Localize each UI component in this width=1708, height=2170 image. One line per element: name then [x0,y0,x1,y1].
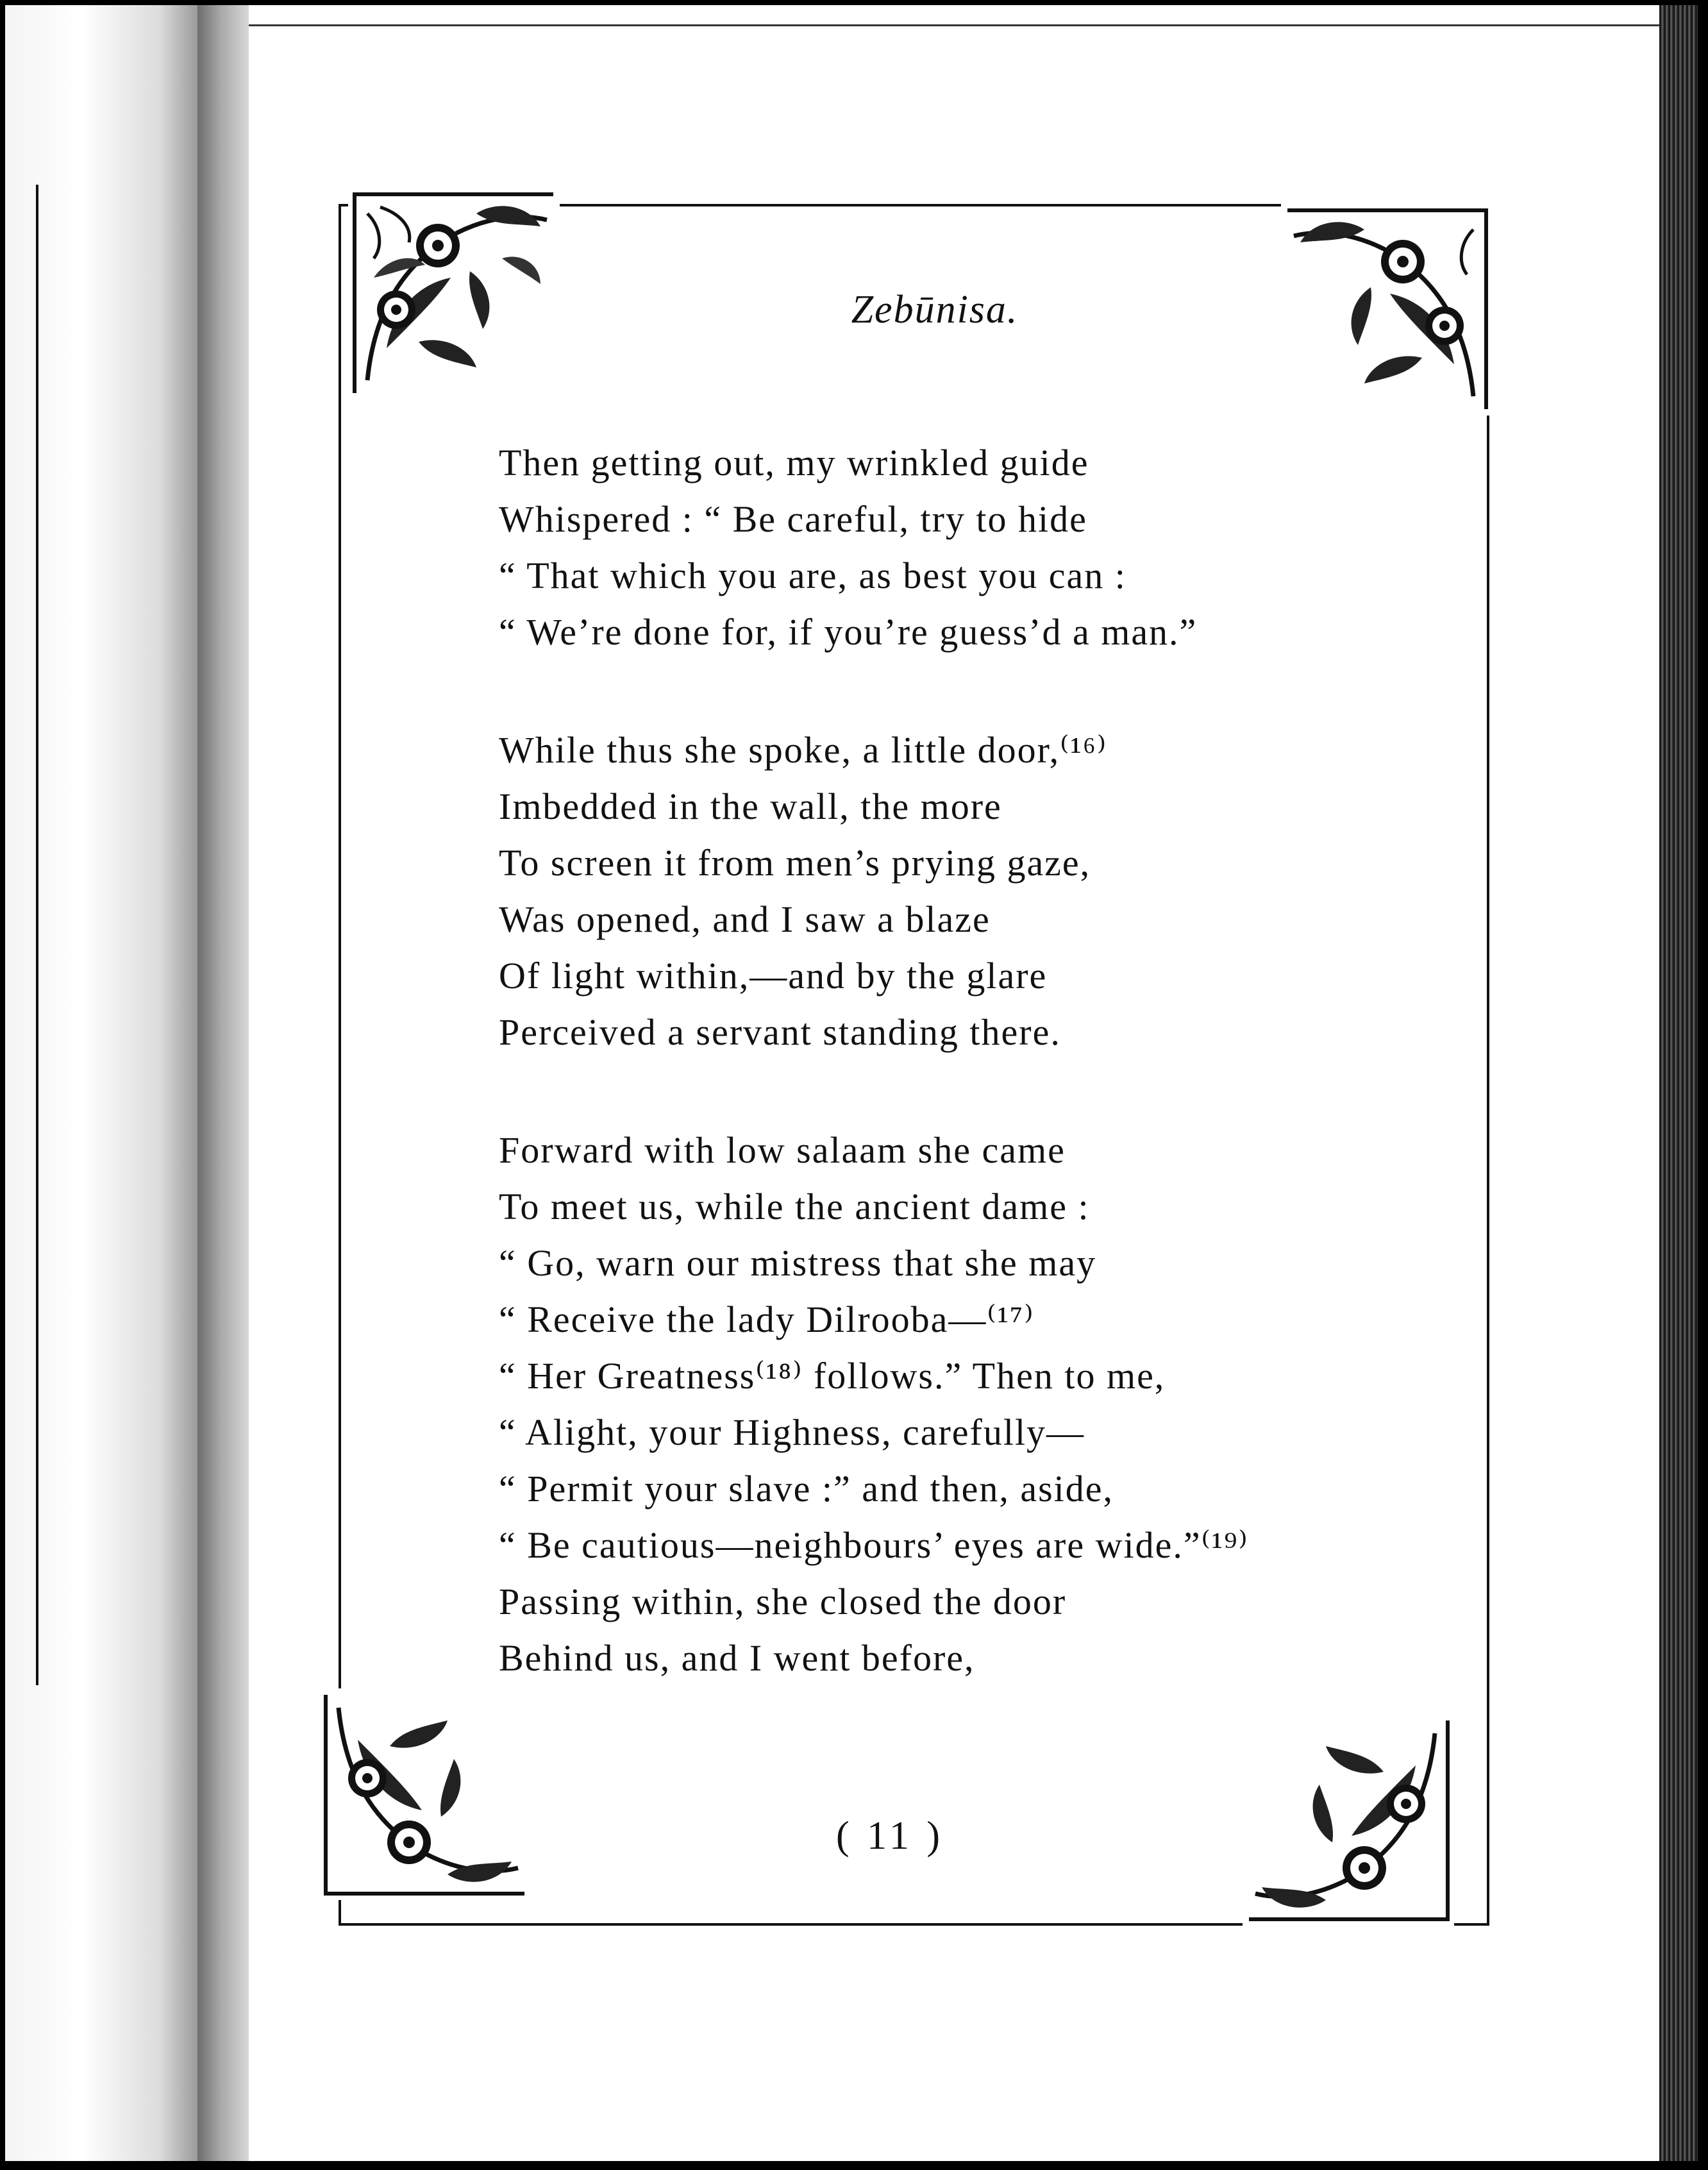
scanned-page [5,5,1698,2161]
stanza [499,722,1332,1061]
poem-line: “ Alight, your Highness, carefully— [499,1411,1085,1453]
poem-line: Perceived a servant standing there. [499,1011,1061,1053]
facing-page-edge [5,5,197,2161]
poem-line: Behind us, and I went before, [499,1637,975,1679]
floral-ornament-icon [1281,204,1493,416]
poem-line: While thus she spoke, a little door,⁽¹⁶⁾ [499,729,1108,771]
poem-line: Passing within, she closed the door [499,1581,1067,1622]
facing-page-border-rule [36,185,38,1685]
poem-line: Was opened, and I saw a blaze [499,898,991,940]
poem-text [499,435,1332,1748]
poem-line: Imbedded in the wall, the more [499,786,1002,827]
poem-line: Forward with low salaam she came [499,1129,1066,1171]
page-number: ( 11 ) [836,1814,944,1858]
poem-line: Whispered : “ Be careful, try to hide [499,498,1087,540]
poem-line: Of light within,—and by the glare [499,955,1048,997]
stanza [499,1122,1332,1686]
poem-line: To screen it from men’s prying gaze, [499,842,1091,884]
poem-line: “ Permit your slave :” and then, aside, [499,1468,1114,1510]
poem-line: “ That which you are, as best you can : [499,555,1126,596]
page-block-edge [1659,5,1698,2161]
poem-line: To meet us, while the ancient dame : [499,1186,1090,1227]
poem-line: “ We’re done for, if you’re guess’d a man.” [499,611,1198,653]
poem-line: “ Go, warn our mistress that she may [499,1242,1097,1284]
stanza [499,435,1332,660]
floral-ornament-icon [348,188,560,400]
poem-line: Then getting out, my wrinkled guide [499,442,1089,484]
poem-line: “ Her Greatness⁽¹⁸⁾ follows.” Then to me, [499,1355,1166,1397]
corner-ornament-top-left [348,188,560,400]
corner-ornament-top-right [1281,204,1493,416]
poem-line: “ Be cautious—neighbours’ eyes are wide.”⁽¹⁹⁾ [499,1524,1249,1566]
running-head: Zebūnisa. [851,288,1019,332]
poem-line: “ Receive the lady Dilrooba—⁽¹⁷⁾ [499,1299,1035,1340]
book-gutter [197,5,249,2161]
